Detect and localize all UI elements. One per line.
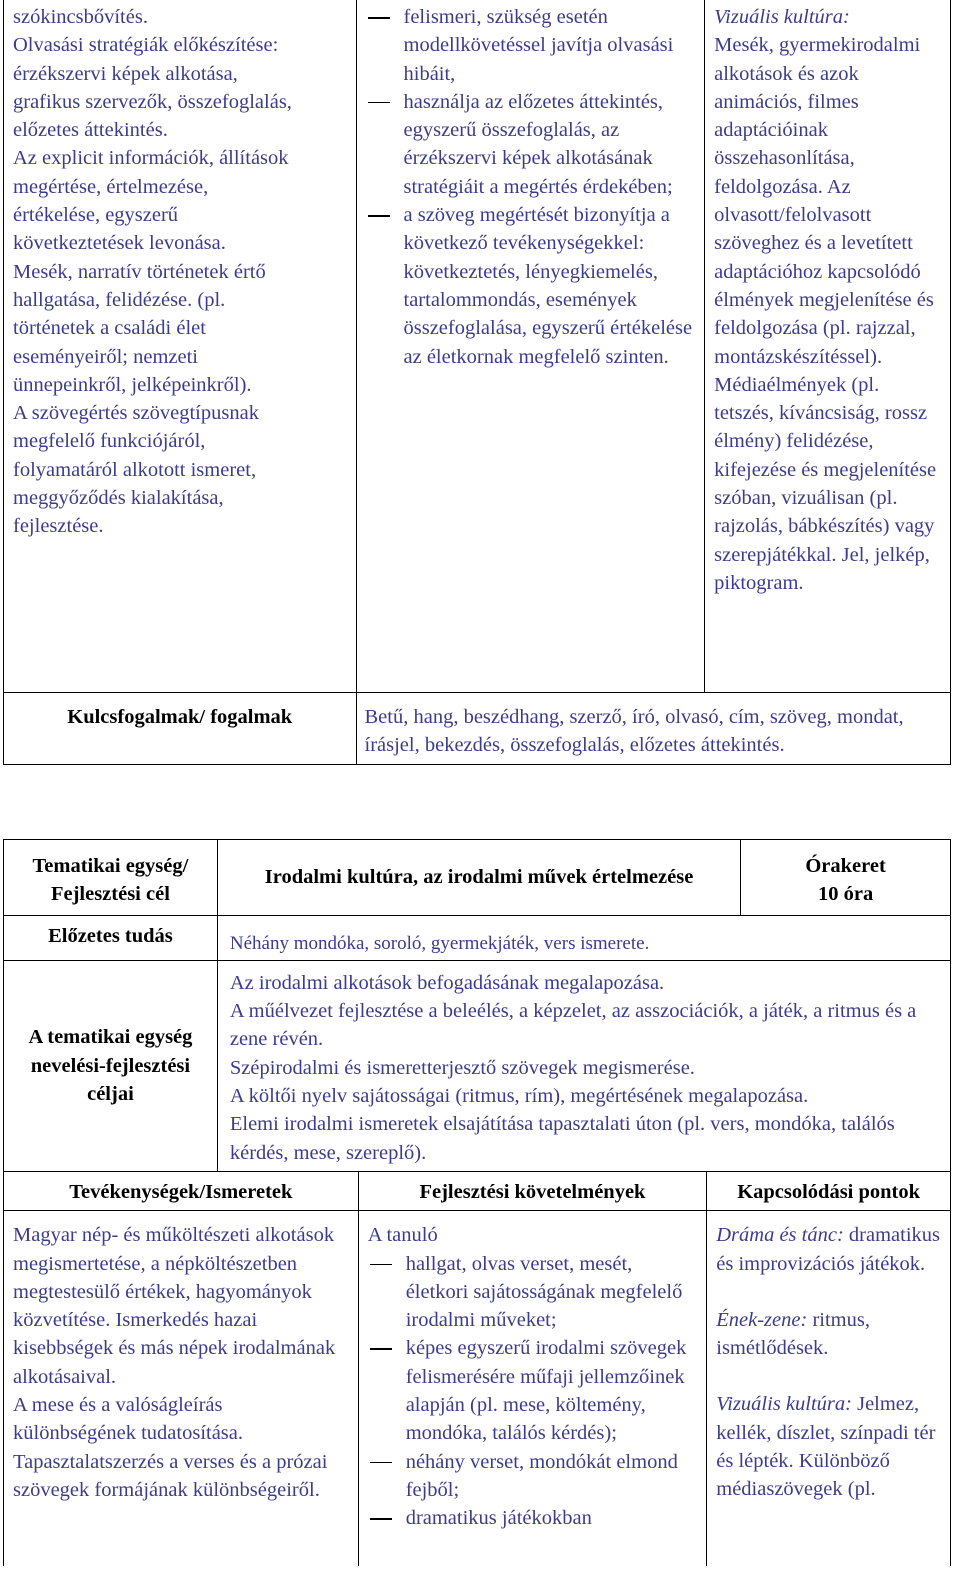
requirement-item: néhány verset, mondókát elmond fejből;	[368, 1448, 699, 1505]
connections-text	[705, 0, 950, 601]
requirements-list-2	[368, 1250, 699, 1533]
header-activities: Tevékenységek/Ismeretek	[69, 1180, 293, 1203]
connection-subject: Vizuális kultúra:	[714, 6, 850, 28]
key-concepts-text-cell	[356, 693, 951, 765]
goals-label: A tematikai egység nevelési-fejlesztési céljai	[28, 1026, 193, 1106]
connection-text: dramatikus és improvizációs játékok.	[716, 1224, 941, 1275]
connection-subject: Dráma és tánc:	[716, 1224, 844, 1247]
activities-content	[4, 1211, 358, 1566]
requirement-item: a szöveg megértését bizonyítja a következő tevékenységekkel: következtetés, lényegkiemelés, tartalommondás, események összefoglalása, egyszerű értékelése az életkornak megfelelő szinten.	[366, 201, 697, 371]
activity-line: Mesék, narratív történetek értő	[13, 260, 266, 283]
requirements-content	[359, 1211, 707, 1566]
header-requirements: Fejlesztési követelmények	[419, 1180, 646, 1203]
prior-label: Előzetes tudás	[48, 924, 173, 947]
activity-line: érzékszervi képek alkotása,	[13, 62, 238, 85]
activity-paragraph: Magyar nép- és műköltészeti alkotások megismertetése, a népköltészetben megtestesülő értékek, hagyományok közvetítése. Ismerkedés hazai kisebbségek és más népek irodalmának alkotásaival.	[13, 1224, 336, 1388]
activity-line: megfelelő funkciójáról,	[13, 430, 206, 453]
goal-line: A költői nyelv sajátosságai (ritmus, rím), megértésének megalapozása.	[229, 1085, 809, 1108]
requirement-item: használja az előzetes áttekintés, egyszerű összefoglalás, az érzékszervi képek alkotásának stratégiáit a megértés érdekében;	[366, 88, 697, 201]
goals-text-cell	[217, 960, 950, 1171]
thematic-title: Irodalmi kultúra, az irodalmi művek értelmezése	[264, 866, 694, 889]
unit-table	[3, 839, 951, 1566]
thematic-label: Tematikai egység/ Fejlesztési cél	[32, 855, 189, 906]
requirements-list-wrap	[357, 0, 705, 375]
hours-value: 10 óra	[817, 883, 874, 906]
activity-line: előzetes áttekintés.	[13, 119, 168, 142]
goals-text	[218, 961, 950, 1171]
connection-subject: Vizuális kultúra:	[716, 1393, 852, 1416]
activity-line: A szövegértés szövegtípusnak	[13, 402, 259, 425]
activities-text	[4, 0, 356, 692]
key-concepts-text: Betű, hang, beszédhang, szerző, író, olvasó, cím, szöveg, mondat, írásjel, bekezdés, összefoglalás, előzetes áttekintés.	[364, 706, 904, 757]
thematic-label-cell	[4, 840, 218, 916]
key-concepts-label-cell	[4, 693, 357, 765]
activity-line: Olvasási stratégiák előkészítése:	[13, 34, 279, 57]
activity-line: fejlesztése.	[13, 515, 104, 538]
activities-cell	[4, 0, 357, 693]
content-row	[4, 1211, 951, 1567]
activity-line: eseményeiről; nemzeti	[13, 345, 198, 368]
header-connections-cell	[707, 1171, 951, 1210]
requirement-item: képes egyszerű irodalmi szövegek felismerésére műfaji jellemzőinek alapján (pl. mese, költemény, mondóka, találós kérdés);	[368, 1334, 699, 1447]
hours-cell	[741, 840, 951, 916]
connections-content	[707, 1211, 950, 1566]
header-activities-cell	[4, 1171, 359, 1210]
goals-row	[4, 960, 951, 1171]
prior-knowledge-row	[4, 915, 951, 960]
activity-line: történetek a családi élet	[13, 317, 206, 340]
goal-line: Szépirodalmi és ismeretterjesztő szövegek megismerése.	[229, 1056, 695, 1079]
connections-content-cell	[707, 1211, 951, 1567]
requirements-cell	[356, 0, 705, 693]
activity-line: következtetések levonása.	[13, 232, 226, 255]
activity-paragraph: Tapasztalatszerzés a verses és a prózai szövegek formájának különbségeiről.	[13, 1450, 328, 1501]
goal-line: A műélvezet fejlesztése a beleélés, a képzelet, az asszociációk, a játék, a ritmus és a zene révén.	[229, 1000, 917, 1051]
prior-text: Néhány mondóka, soroló, gyermekjáték, vers ismerete.	[229, 932, 650, 954]
activities-content-cell	[4, 1211, 359, 1567]
requirements-intro: A tanuló	[367, 1224, 438, 1247]
requirements-list	[366, 3, 697, 371]
connection-text: Jelmez, kellék, díszlet, színpadi tér és lépték. Különböző médiaszövegek (pl.	[716, 1393, 936, 1501]
header-connections: Kapcsolódási pontok	[737, 1180, 921, 1203]
requirement-item: hallgat, olvas verset, mesét, életkori sajátosságának megfelelő irodalmi műveket;	[368, 1250, 699, 1335]
activity-line: ünnepeinkről, jelképeinkről).	[13, 373, 252, 396]
requirement-item: dramatikus játékokban	[368, 1504, 699, 1532]
requirement-item: felismeri, szükség esetén modellkövetéssel javítja olvasási hibáit,	[366, 3, 697, 88]
connection-body: Mesék, gyermekirodalmi alkotások és azok animációs, filmes adaptációinak összehasonlítása, feldolgozása. Az olvasott/felolvasott szöveghez és a levetített adaptációhoz kapcsolódó élmények megjelenítése és feldolgozása (pl. rajzzal, montázskészítéssel). Médiaélmények (pl. tetszés, kíváncsiság, rossz élmény) felidézése, kifejezése és megjelenítése szóban, vizuálisan (pl. rajzolás, bábkészítés) vagy szerepjátékkal. Jel, jelkép, piktogram.	[714, 34, 937, 594]
prior-label-cell	[4, 915, 218, 960]
connection-block	[716, 1390, 942, 1503]
prior-text-cell	[217, 915, 950, 960]
thematic-title-cell	[217, 840, 740, 916]
goals-label-cell	[4, 960, 218, 1171]
connections-cell	[705, 0, 951, 693]
activity-line: hallgatása, felidézése. (pl.	[13, 288, 226, 311]
activity-line: Az explicit információk, állítások	[13, 147, 289, 170]
top-table	[3, 0, 951, 765]
activity-line: értékelése, egyszerű	[13, 204, 179, 227]
connection-block	[716, 1306, 942, 1363]
top-table-row	[4, 0, 951, 693]
column-header-row	[4, 1171, 951, 1210]
activity-paragraph: A mese és a valóságleírás különbségének tudatosítása.	[13, 1394, 244, 1445]
hours-label: Órakeret	[805, 855, 886, 877]
activity-line: meggyőződés kialakítása,	[13, 487, 224, 510]
connection-subject: Ének-zene:	[716, 1308, 808, 1331]
header-requirements-cell	[358, 1171, 707, 1210]
goal-line: Elemi irodalmi ismeretek elsajátítása tapasztalati úton (pl. vers, mondóka, találós kérdés, mese, szereplő).	[229, 1113, 895, 1164]
connection-block	[716, 1221, 942, 1278]
activity-line: folyamatáról alkotott ismeret,	[13, 458, 257, 481]
activity-line: szókincsbővítés.	[13, 6, 148, 28]
requirements-content-cell	[358, 1211, 707, 1567]
key-concepts-label: Kulcsfogalmak/ fogalmak	[67, 706, 293, 728]
thematic-row	[4, 840, 951, 916]
connection-text: ritmus, ismétlődések.	[716, 1308, 870, 1360]
activity-line: megértése, értelmezése,	[13, 175, 209, 198]
activity-line: grafikus szervezők, összefoglalás,	[13, 90, 292, 113]
goal-line: Az irodalmi alkotások befogadásának megalapozása.	[229, 971, 665, 994]
key-concepts-row	[4, 693, 951, 765]
